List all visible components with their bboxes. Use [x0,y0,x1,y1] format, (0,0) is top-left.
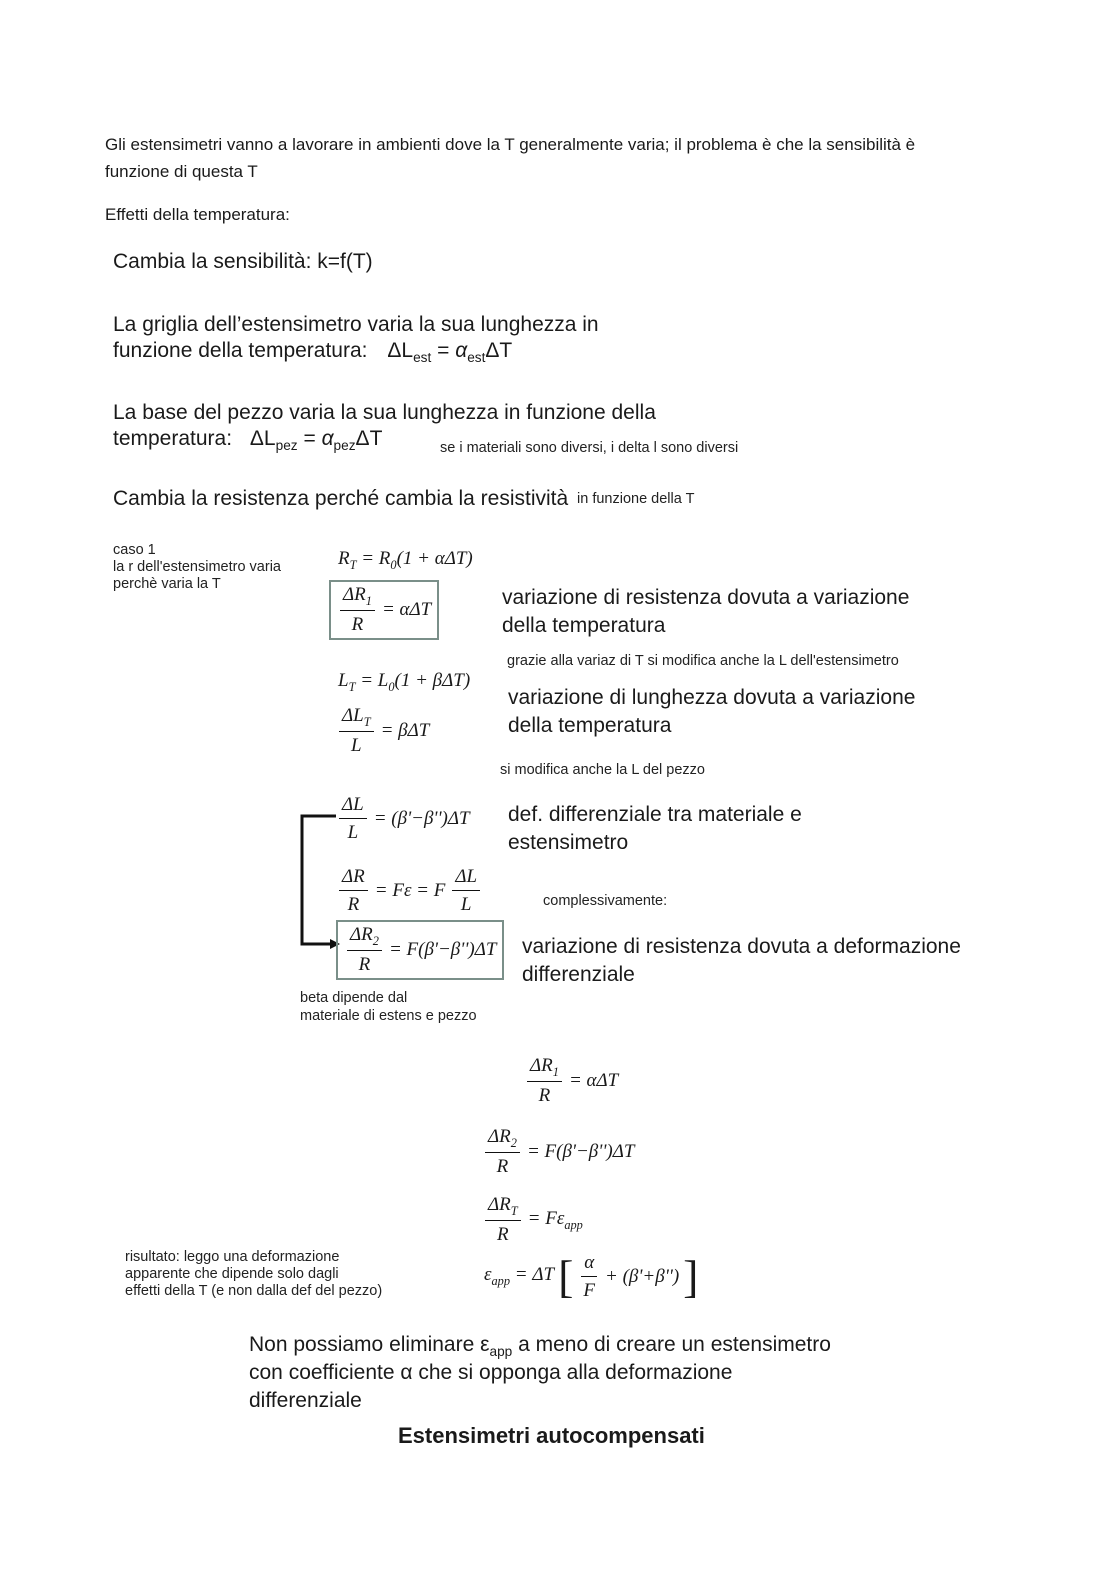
desc-diff-line-1: def. differenziale tra materiale e [508,803,802,826]
formula-delta-r2-boxed: $\frac{\Delta R_2}{R}$ = F(β'−β'')ΔT [336,920,504,980]
beta-note-line-1: beta dipende dal [300,990,408,1006]
conclusion-line-1b: a meno di creare un estensimetro [512,1333,831,1356]
formula-delta-l-diff: $\frac{\Delta L}{L}$ = (β'−β'')ΔT [336,794,470,844]
summary-delta-r1: $\frac{\Delta R_1}{R}$ = αΔT [524,1055,618,1107]
desc-diff-line-2: estensimetro [508,831,629,854]
note-materials: se i materiali sono diversi, i delta l sono diversi [440,440,739,456]
note-pezzo: si modifica anche la L del pezzo [500,762,705,778]
desc-len-var-line-1: variazione di lunghezza dovuta a variazione [508,686,916,709]
desc-res-var-line-1: variazione di resistenza dovuta a variazione [502,586,910,609]
intro-line-1: Gli estensimetri vanno a lavorare in ambienti dove la T generalmente varia; il problema è che la sensibilità è [105,135,916,154]
summary-delta-rt: $\frac{\Delta R_T}{R}$ = $F\varepsilon_{app}$ [482,1194,583,1246]
conclusion-title: Estensimetri autocompensati [398,1423,705,1448]
note-complessivamente: complessivamente: [543,893,668,909]
formula-delta-r-strain: $\frac{\Delta R}{R}$ = Fε = F $\frac{\Delta L}{L}$ [336,866,483,916]
summary-delta-r2: $\frac{\Delta R_2}{R}$ = F(β'−β'')ΔT [482,1126,634,1178]
conclusion-line-3: differenziale [249,1389,362,1412]
conclusion-line-1 [249,1333,831,1359]
point-grid-line-2 [113,339,512,365]
desc-res-def-line-1: variazione di resistenza dovuta a deformazione [522,935,961,958]
formula-rt: $R_T = R_0(1 + \alpha\Delta T)$ [338,548,473,572]
formula-delta-r1-boxed: $\frac{\Delta R_1}{R}$ = αΔT [329,580,439,640]
intro-line-2: funzione di questa T [105,162,258,181]
eps-app-symbol: $\varepsilon_{app}$ [480,1333,513,1360]
case1-line-2: la r dell'estensimetro varia [113,559,281,575]
point-sensitivity: Cambia la sensibilità: k=f(T) [113,250,373,273]
point-grid-text: funzione della temperatura: [113,339,368,362]
risultato-note [125,1249,382,1300]
formula-delta-l-est: $\Delta L_{est} = \alpha_{est}\Delta T$ [387,339,513,366]
formula-delta-lt: $\frac{\Delta L_T}{L}$ = βΔT [336,705,429,757]
effects-heading: Effetti della temperatura: [105,205,290,224]
desc-len-var-line-2: della temperatura [508,714,672,737]
point-base-text: temperatura: [113,427,233,450]
beta-note-line-2: materiale di estens e pezzo [300,1008,477,1024]
summary-eps-app: $\varepsilon_{app} = \Delta T$ [ $\frac{\alpha}{F}$ + (β'+β'') ] [484,1250,699,1302]
conclusion-line-2: con coefficiente α che si opponga alla deformazione [249,1361,733,1384]
formula-delta-l-pez: $\Delta L_{pez} = \alpha_{pez}\Delta T$ [249,427,383,454]
case1-note [113,542,281,593]
point-grid-line-1: La griglia dell’estensimetro varia la sua lunghezza in [113,313,599,336]
case1-line-3: perchè varia la T [113,576,221,592]
note-resistivity: in funzione della T [577,491,695,507]
note-grazie: grazie alla variaz di T si modifica anche la L dell'estensimetro [507,653,899,669]
risultato-line-3: effetti della T (e non dalla def del pezzo) [125,1283,383,1299]
point-base-line-1: La base del pezzo varia la sua lunghezza in funzione della [113,401,656,424]
risultato-line-2: apparente che dipende solo dagli [125,1266,339,1282]
point-resistance: Cambia la resistenza perché cambia la resistività [113,487,569,510]
desc-res-var-line-2: della temperatura [502,614,666,637]
conclusion-line-1a: Non possiamo eliminare [249,1333,481,1356]
risultato-line-1: risultato: leggo una deformazione [125,1249,340,1265]
point-base-line-2 [113,427,382,453]
desc-res-def-line-2: differenziale [522,963,635,986]
beta-note [300,989,477,1025]
case1-line-1: caso 1 [113,542,156,558]
formula-lt: $L_T = L_0(1 + \beta\Delta T)$ [338,670,471,694]
